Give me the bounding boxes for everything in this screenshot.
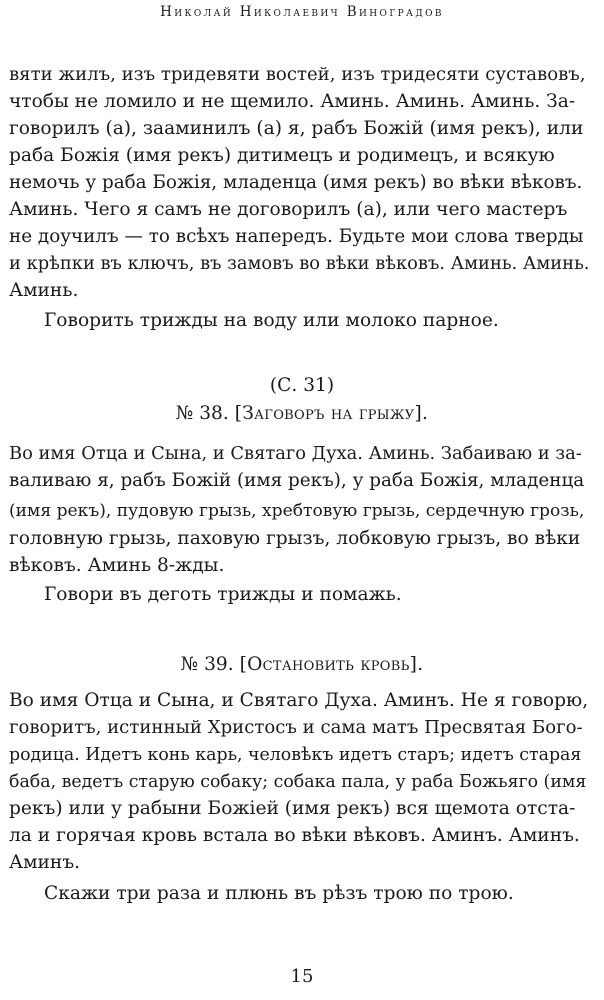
text-line: валиваю я, рабъ Божій (имя рекъ), у раба Божія, младенца: [9, 470, 585, 491]
text-line: Аминь. Чего я самъ не договорилъ (а), или чего мастеръ: [9, 199, 568, 220]
text-line: говоритъ, истинный Христосъ и сама матъ Пресвятая Бого-: [9, 717, 583, 738]
text-line: и крѣпки въ ключъ, въ замовъ во вѣки вѣковъ. Аминь. Аминь.: [9, 253, 590, 274]
text-line: раба Божія (имя рекъ) дитимецъ и родимецъ, и всякую: [9, 145, 555, 166]
section-heading-39: [0, 652, 604, 678]
page-reference: (С. 31): [269, 375, 335, 396]
section-heading-38: [0, 401, 604, 427]
page-number: 15: [290, 966, 314, 987]
text-line: Аминь.: [9, 280, 79, 301]
text-line: вяти жилъ, изъ тридевяти востей, изъ тридесяти суставовъ,: [9, 64, 586, 85]
section-title: [Заговоръ на грыжу].: [234, 403, 429, 424]
section-number: № 39.: [180, 654, 234, 675]
text-line: баба, ведетъ старую собаку; собака пала, у раба Божьяго (имя: [9, 772, 587, 792]
instruction-line: Скажи три раза и плюнь въ рѣзъ трою по трою.: [44, 883, 514, 904]
text-line: Во имя Отца и Сына, и Святаго Духа. Аминь. Забаиваю и за-: [9, 443, 582, 464]
text-line: ла и горячая кровь встала во вѣки вѣковъ. Аминъ. Аминъ.: [9, 825, 580, 846]
section-number: № 38.: [175, 403, 229, 424]
text-line: Аминъ.: [9, 852, 81, 873]
text-line: вѣковъ. Аминь 8-жды.: [9, 555, 225, 576]
instruction-line: Говорить трижды на воду или молоко парное.: [44, 310, 499, 331]
text-line: рекъ) или у рабыни Божіей (имя рекъ) вся щемота отста-: [9, 798, 576, 819]
running-header: Николай Николаевич Виноградов: [160, 4, 444, 20]
section-title: [Остановить кровь].: [239, 654, 424, 675]
text-line: не доучилъ — то всѣхъ напередъ. Будьте мои слова тверды: [9, 226, 584, 247]
text-line: родица. Идетъ конь карь, человѣкъ идетъ старъ; идетъ старая: [9, 745, 582, 765]
text-line: немочь у раба Божія, младенца (имя рекъ) во вѣки вѣковъ.: [9, 172, 583, 193]
text-line: Во имя Отца и Сына, и Святаго Духа. Аминъ. Не я говорю,: [9, 690, 589, 711]
instruction-line: Говори въ деготь трижды и помажь.: [44, 584, 402, 605]
text-line: (имя рекъ), пудовую грызь, хребтовую грызь, сердечную грозь,: [9, 501, 585, 521]
text-line: головную грызь, паховую грызъ, лобковую грызъ, во вѣки: [9, 528, 581, 549]
text-line: говорилъ (а), зааминилъ (а) я, рабъ Божій (имя рекъ), или: [9, 118, 584, 139]
text-line: чтобы не ломило и не щемило. Аминь. Аминь. Аминь. За-: [9, 91, 576, 112]
